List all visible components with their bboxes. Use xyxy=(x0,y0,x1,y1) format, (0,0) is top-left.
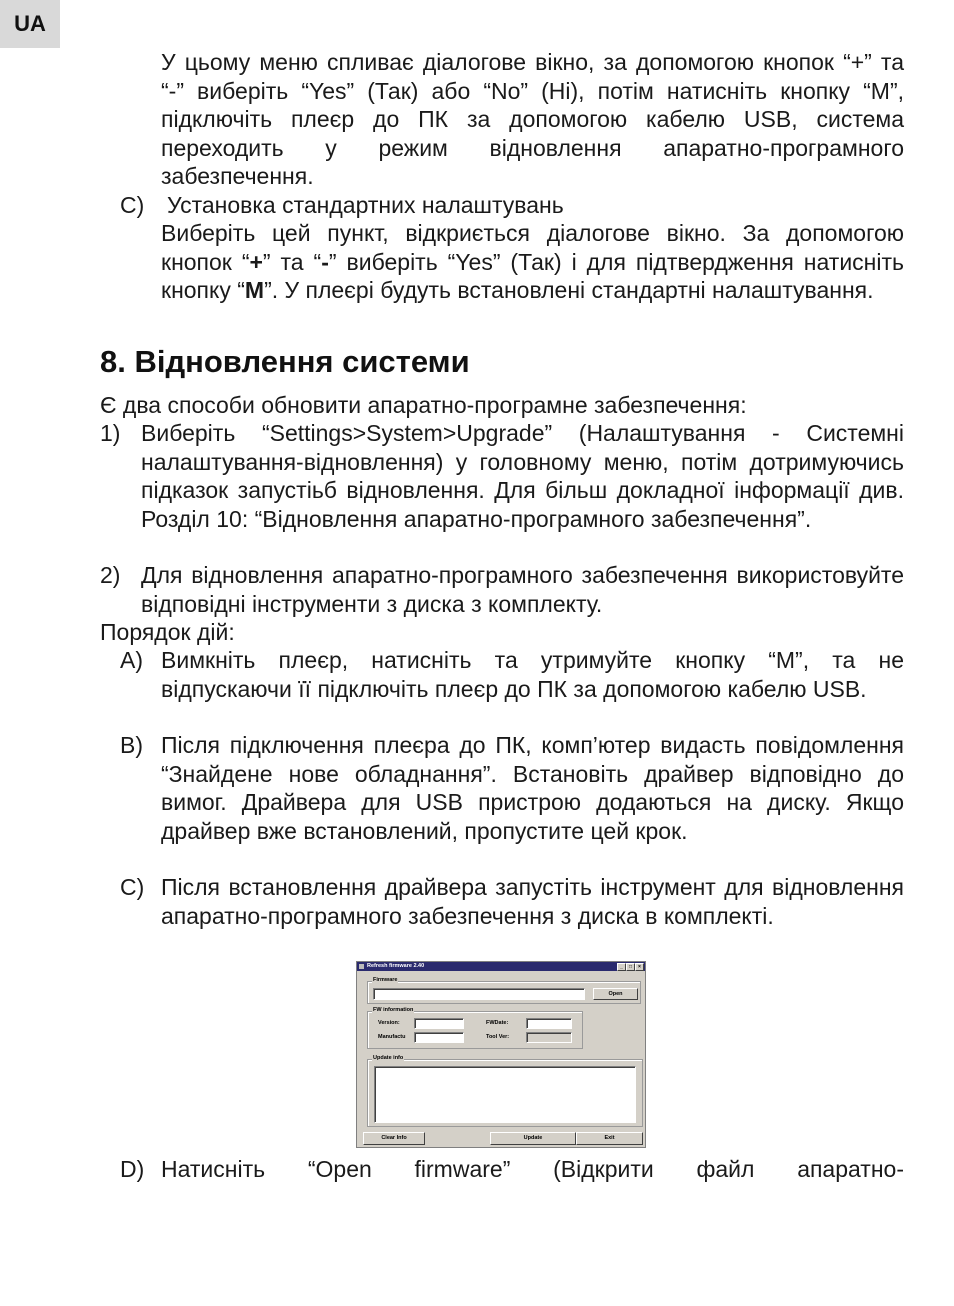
method-2-text: Для відновлення апаратно-програмного забезпечення використовуйте відповідні інструменти з диска з комплекту. xyxy=(141,562,904,617)
fw-info-group xyxy=(367,1007,583,1049)
close-icon[interactable]: × xyxy=(635,963,644,971)
item-c-title: Установка стандартних налаштувань xyxy=(167,192,564,218)
manufacturer-label: Manufactu xyxy=(378,1034,406,1040)
m-key: M xyxy=(244,277,265,303)
firmware-path-field[interactable] xyxy=(373,988,585,1000)
tool-title: Refresh firmware 2.40 xyxy=(367,963,425,969)
minimize-icon[interactable]: _ xyxy=(617,963,626,971)
section-lead: Є два способи обновити апаратно-програмне забезпечення: xyxy=(100,392,747,418)
manufacturer-field xyxy=(414,1032,464,1043)
language-tab: UA xyxy=(0,0,60,48)
method-2-marker: 2) xyxy=(100,562,121,588)
section-heading: 8. Відновлення системи xyxy=(100,344,470,379)
minus-symbol: - xyxy=(321,248,329,275)
step-c-text: Після встановлення драйвера запустіть інструмент для відновлення апаратно-програмного забезпечення з диска в комплекті. xyxy=(161,874,904,929)
intro-paragraph: У цьому меню спливає діалогове вікно, за допомогою кнопок “+” та “-” виберіть “Yes” (Так) або “No” (Ні), потім натисніть кнопку “M”, підключіть плеєр до ПК за допомогою кабелю USB, система переходить у режим відновлення апаратно-програмного забезпечення. xyxy=(161,49,904,189)
toolver-field xyxy=(526,1032,572,1043)
update-info-group xyxy=(367,1055,643,1127)
tool-titlebar xyxy=(357,962,645,971)
firmware-group-label: Firmware xyxy=(373,977,398,983)
app-icon xyxy=(359,964,364,969)
procedure-label: Порядок дій: xyxy=(100,619,235,645)
fw-info-group-label: FW information xyxy=(373,1007,414,1013)
update-info-area[interactable] xyxy=(374,1066,636,1123)
fwdate-label: FWDate: xyxy=(486,1020,509,1026)
item-c-text: Виберіть цей пункт, відкриється діалогове вікно. За допомогою кнопок “+” та “-” виберіть “Yes” (Так) і для підтвердження натисніть кнопку “M”. У плеєрі будуть встановлені стандартні налаштування. xyxy=(161,220,905,303)
plus-symbol: + xyxy=(249,248,263,275)
version-field xyxy=(414,1018,464,1029)
step-d-text: Натисніть “Open firmware” (Відкрити файл апаратно- xyxy=(161,1156,904,1182)
update-info-group-label: Update info xyxy=(373,1055,404,1061)
step-d-marker: D) xyxy=(120,1156,145,1182)
step-a-text: Вимкніть плеєр, натисніть та утримуйте кнопку “M”, та не відпускаючи її підключіть плеєр до ПК за допомогою кабелю USB. xyxy=(161,647,904,702)
maximize-icon[interactable]: □ xyxy=(626,963,635,971)
fwdate-field xyxy=(526,1018,572,1029)
toolver-label: Tool Ver: xyxy=(486,1034,510,1040)
item-c-marker: C) xyxy=(120,192,145,218)
firmware-group xyxy=(367,977,641,1004)
step-b-marker: B) xyxy=(120,732,143,758)
method-1-marker: 1) xyxy=(100,420,121,446)
version-label: Version: xyxy=(378,1020,400,1026)
step-a-marker: A) xyxy=(120,647,143,673)
step-b-text: Після підключення плеєра до ПК, комп’ютер видасть повідомлення “Знайдене нове обладнання”. Встановіть драйвер відповідно до вимог. Драйвера для USB пристрою додаються на диску. Якщо драйвер вже встановлений, пропустите цей крок. xyxy=(161,732,904,844)
method-1-text: Виберіть “Settings>System>Upgrade” (Налаштування - Системні налаштування-відновлення) у головному меню, потім дотримуючись підказок запустіьб відновлення. Для більш докладної інформації див. Розділ 10: “Відновлення апаратно-програмного забезпечення”. xyxy=(141,420,904,532)
step-c-marker: C) xyxy=(120,874,145,900)
update-button[interactable]: Update xyxy=(490,1132,576,1145)
firmware-tool-screenshot xyxy=(356,961,646,1148)
exit-button[interactable]: Exit xyxy=(576,1132,643,1145)
clear-info-button[interactable]: Clear Info xyxy=(363,1132,425,1145)
open-button[interactable]: Open xyxy=(593,988,638,1000)
